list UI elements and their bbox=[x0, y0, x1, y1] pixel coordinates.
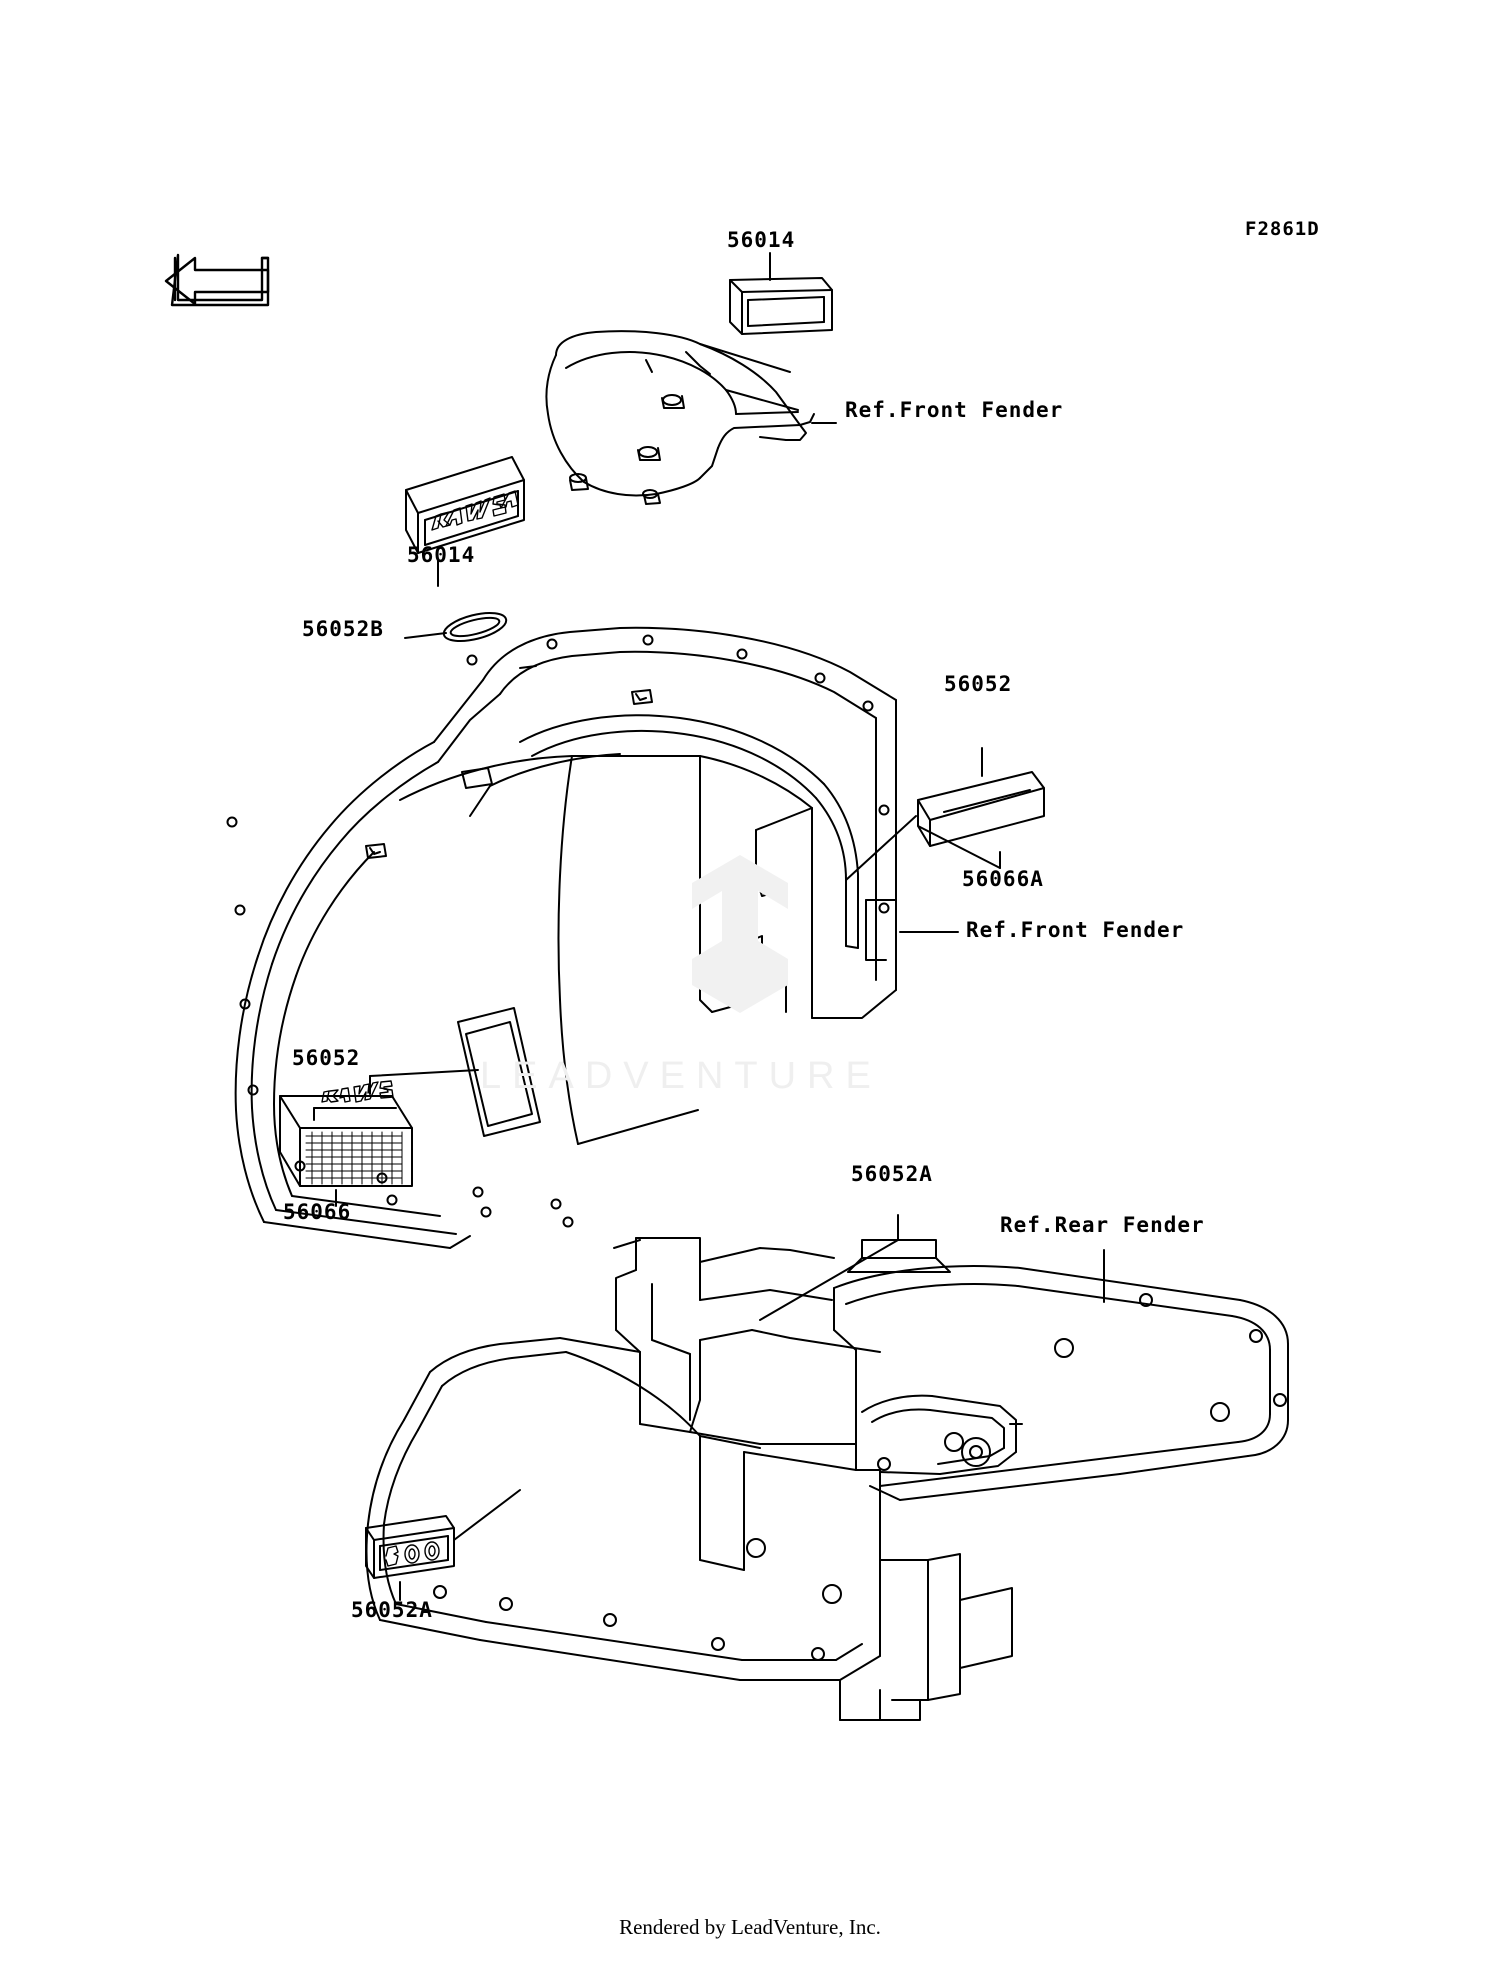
label-ref-rear-fender: Ref.Rear Fender bbox=[1000, 1213, 1205, 1237]
part-56052b-decal bbox=[441, 608, 509, 647]
label-56052-right: 56052 bbox=[944, 672, 1013, 696]
label-56052b: 56052B bbox=[302, 617, 384, 641]
label-56066: 56066 bbox=[283, 1200, 352, 1224]
part-56014-strip bbox=[730, 278, 832, 334]
label-56014-top: 56014 bbox=[727, 228, 796, 252]
label-ref-front-fender-top: Ref.Front Fender bbox=[845, 398, 1064, 422]
part-56052a-decal bbox=[366, 1516, 454, 1578]
leader-56052-left-horiz bbox=[370, 1070, 478, 1076]
leader-56052a-top-diag bbox=[760, 1240, 898, 1320]
rear-fender-assembly bbox=[367, 1238, 1289, 1720]
leader-right-decal-to-fender bbox=[846, 816, 916, 880]
leader-56052b bbox=[405, 633, 446, 638]
label-56052-left: 56052 bbox=[292, 1046, 361, 1070]
label-56066a: 56066A bbox=[962, 867, 1044, 891]
front-direction-arrow bbox=[166, 255, 268, 318]
label-56052a-top: 56052A bbox=[851, 1162, 933, 1186]
front-fender-upper bbox=[546, 331, 814, 504]
diagram-code: F2861D bbox=[1245, 218, 1320, 240]
label-56014-emblem: 56014 bbox=[407, 543, 476, 567]
leader-56052a-decal-to-flap bbox=[454, 1490, 520, 1540]
footer-credit: Rendered by LeadVenture, Inc. bbox=[619, 1915, 881, 1939]
watermark-logo-icon bbox=[680, 855, 800, 1025]
watermark-text: LEADVENTURE bbox=[480, 1055, 882, 1097]
leader-56066a-2 bbox=[918, 826, 1000, 868]
label-ref-front-fender-mid: Ref.Front Fender bbox=[966, 918, 1185, 942]
label-56052a-bottom: 56052A bbox=[351, 1598, 433, 1622]
part-56014-emblem bbox=[406, 457, 524, 553]
part-56066-decal bbox=[280, 1081, 412, 1186]
